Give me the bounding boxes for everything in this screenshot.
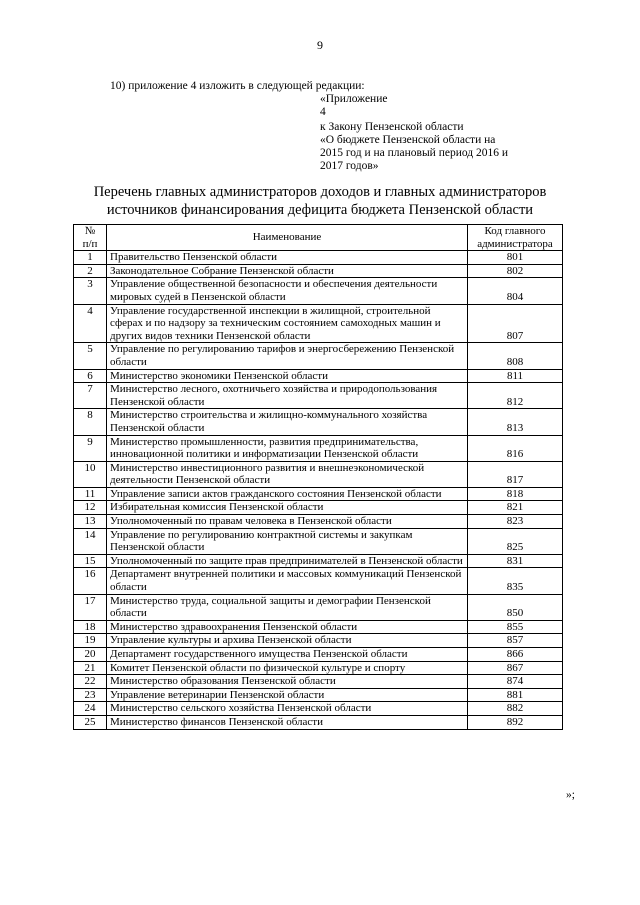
table-row [74,620,563,634]
row-code: 825 [468,528,563,554]
header-number-line: № [84,225,96,237]
row-number: 7 [74,383,107,409]
row-name: Министерство образования Пензенской области [107,675,468,689]
row-number: 14 [74,528,107,554]
row-name: Уполномоченный по защите прав предпринимателей в Пензенской области [107,554,468,568]
table-row [74,594,563,620]
row-code: 850 [468,594,563,620]
row-code: 812 [468,383,563,409]
row-code: 855 [468,620,563,634]
table-row [74,554,563,568]
table-row [74,278,563,304]
row-number: 8 [74,409,107,435]
table-row [74,264,563,278]
row-code: 881 [468,688,563,702]
row-number: 6 [74,369,107,383]
table-row [74,461,563,487]
row-name: Комитет Пензенской области по физической культуре и спорту [107,661,468,675]
row-code: 867 [468,661,563,675]
row-code: 857 [468,634,563,648]
row-name: Министерство сельского хозяйства Пензенской области [107,702,468,716]
table-row [74,568,563,594]
table-row [74,501,563,515]
row-number: 13 [74,515,107,529]
row-number: 10 [74,461,107,487]
row-name: Министерство финансов Пензенской области [107,715,468,729]
row-number: 1 [74,251,107,265]
table-row [74,515,563,529]
row-name: Министерство экономики Пензенской области [107,369,468,383]
row-number: 16 [74,568,107,594]
row-code: 882 [468,702,563,716]
header-code-line: администратора [477,237,553,250]
row-code: 813 [468,409,563,435]
table-row [74,715,563,729]
table-row [74,435,563,461]
row-number: 23 [74,688,107,702]
table-row [74,528,563,554]
row-number: 20 [74,648,107,662]
row-code: 804 [468,278,563,304]
row-number: 19 [74,634,107,648]
row-name: Управление по регулированию тарифов и энергосбережению Пензенской области [107,343,468,369]
table-body [74,251,563,729]
row-name: Управление общественной безопасности и обеспечения деятельности мировых судей в Пензенской области [107,278,468,304]
row-name: Избирательная комиссия Пензенской области [107,501,468,515]
row-name: Законодательное Собрание Пензенской области [107,264,468,278]
row-name: Управление ветеринарии Пензенской области [107,688,468,702]
table-row [74,702,563,716]
row-code: 821 [468,501,563,515]
row-number: 18 [74,620,107,634]
row-name: Департамент внутренней политики и массовых коммуникаций Пензенской области [107,568,468,594]
appendix-line: «О бюджете Пензенской области на [320,134,496,146]
row-code: 801 [468,251,563,265]
appendix-line: 2017 годов» [320,160,379,172]
row-code: 835 [468,568,563,594]
table-row [74,369,563,383]
table-row [74,251,563,265]
row-number: 3 [74,278,107,304]
table-row [74,304,563,343]
row-name: Министерство здравоохранения Пензенской области [107,620,468,634]
header-name: Наименование [107,225,468,251]
row-number: 22 [74,675,107,689]
row-code: 807 [468,304,563,343]
row-number: 25 [74,715,107,729]
table-row [74,487,563,501]
row-name: Управление культуры и архива Пензенской области [107,634,468,648]
heading-line: Перечень главных администраторов доходов и главных администраторов [93,184,547,200]
table-row [74,383,563,409]
appendix-line: 2015 год и на плановый период 2016 и [320,147,509,159]
header-code [468,225,563,251]
row-code: 818 [468,487,563,501]
row-number: 2 [74,264,107,278]
row-name: Управление по регулированию контрактной системы и закупкам Пензенской области [107,528,468,554]
row-number: 11 [74,487,107,501]
row-number: 17 [74,594,107,620]
document-heading [0,183,640,219]
row-name: Уполномоченный по правам человека в Пензенской области [107,515,468,529]
table-row [74,661,563,675]
row-name: Управление записи актов гражданского состояния Пензенской области [107,487,468,501]
table-row [74,343,563,369]
header-number-line: п/п [82,237,98,250]
appendix-title: «Приложение 4 [320,93,388,118]
row-code: 811 [468,369,563,383]
row-code: 892 [468,715,563,729]
row-code: 823 [468,515,563,529]
row-number: 24 [74,702,107,716]
row-number: 4 [74,304,107,343]
row-number: 15 [74,554,107,568]
row-name: Министерство лесного, охотничьего хозяйства и природопользования Пензенской области [107,383,468,409]
page-number: 9 [317,38,323,52]
intro-text: 10) приложение 4 изложить в следующей редакции: [110,80,365,92]
closing-quote: »; [566,789,575,801]
header-code-line: Код главного [484,225,546,237]
row-name: Министерство инвестиционного развития и внешнеэкономической деятельности Пензенской области [107,461,468,487]
row-code: 831 [468,554,563,568]
table-row [74,634,563,648]
table-row [74,648,563,662]
row-number: 5 [74,343,107,369]
row-name: Правительство Пензенской области [107,251,468,265]
table-row [74,675,563,689]
row-code: 874 [468,675,563,689]
table-header-row [74,225,563,251]
row-code: 816 [468,435,563,461]
row-name: Министерство труда, социальной защиты и демографии Пензенской области [107,594,468,620]
row-code: 808 [468,343,563,369]
header-number [74,225,107,251]
row-name: Управление государственной инспекции в жилищной, строительной сферах и по надзору за техническим состоянием самоходных машин и других видов техники Пензенской области [107,304,468,343]
administrators-table [73,224,563,730]
row-number: 9 [74,435,107,461]
appendix-line: к Закону Пензенской области [320,121,464,133]
row-code: 802 [468,264,563,278]
row-number: 21 [74,661,107,675]
row-name: Департамент государственного имущества Пензенской области [107,648,468,662]
heading-line: источников финансирования дефицита бюджета Пензенской области [106,202,534,218]
row-code: 817 [468,461,563,487]
table-row [74,688,563,702]
row-number: 12 [74,501,107,515]
row-name: Министерство строительства и жилищно-коммунального хозяйства Пензенской области [107,409,468,435]
row-code: 866 [468,648,563,662]
row-name: Министерство промышленности, развития предпринимательства, инновационной политики и информатизации Пензенской области [107,435,468,461]
table-row [74,409,563,435]
